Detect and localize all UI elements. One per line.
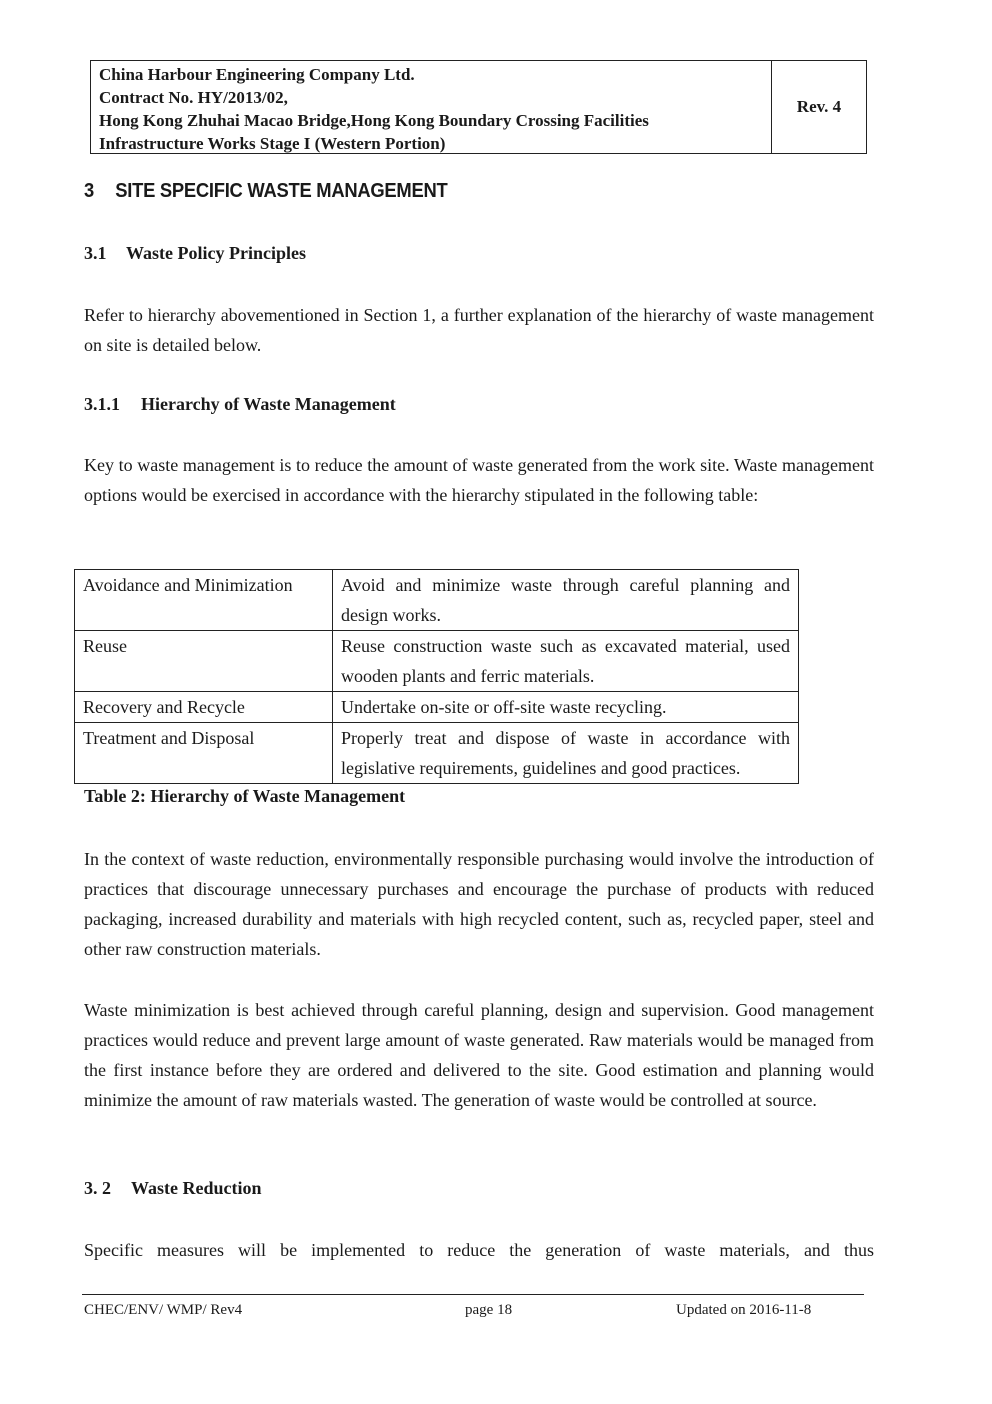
table-caption: Table 2: Hierarchy of Waste Management xyxy=(84,786,406,806)
subsection-number: 3.1 xyxy=(84,243,107,263)
waste-hierarchy-table xyxy=(74,569,799,784)
subsection-number: 3. 2 xyxy=(84,1178,111,1198)
subsection-heading-3-1-1 xyxy=(84,394,396,415)
paragraph-responsible-purchasing: In the context of waste reduction, environmentally responsible purchasing would involve the introduction of practices that discourage unnecessary purchases and encourage the purchase of products with reduced packaging, increased durability and materials with high recycled content, such as, recycled paper, steel and other raw construction materials. xyxy=(84,849,874,959)
paragraph-waste-minimization: Waste minimization is best achieved through careful planning, design and supervision. Good management practices would reduce and prevent large amount of waste generated. Raw materials would be managed from the first instance before they are ordered and delivered to the site. Good estimation and planning would minimize the amount of raw materials wasted. The generation of waste would be controlled at source. xyxy=(84,1000,874,1110)
table-cell-description: Undertake on-site or off-site waste recycling. xyxy=(333,692,799,723)
table-cell-option: Reuse xyxy=(75,631,333,692)
paragraph-waste-reduction: Specific measures will be implemented to reduce the generation of waste materials, and thus xyxy=(84,1240,874,1260)
table-row xyxy=(75,723,799,784)
table-cell-option: Treatment and Disposal xyxy=(75,723,333,784)
document-header xyxy=(90,60,867,154)
table-row xyxy=(75,631,799,692)
header-project-name: Hong Kong Zhuhai Macao Bridge,Hong Kong Boundary Crossing Facilities xyxy=(99,111,649,130)
table-cell-description: Properly treat and dispose of waste in accordance with legislative requirements, guidelines and good practices. xyxy=(333,723,799,784)
table-cell-description: Reuse construction waste such as excavated material, used wooden plants and ferric materials. xyxy=(333,631,799,692)
footer-document-reference: CHEC/ENV/ WMP/ Rev4 xyxy=(84,1302,243,1318)
table-cell-description: Avoid and minimize waste through careful planning and design works. xyxy=(333,570,799,631)
table-row xyxy=(75,692,799,723)
section-title: SITE SPECIFIC WASTE MANAGEMENT xyxy=(115,180,448,202)
subsection-title: Hierarchy of Waste Management xyxy=(141,394,396,414)
header-company-name: China Harbour Engineering Company Ltd. xyxy=(99,65,415,84)
subsection-number: 3.1.1 xyxy=(84,394,120,414)
footer-page-number: page 18 xyxy=(465,1302,513,1318)
header-company-info xyxy=(91,61,772,153)
subsection-heading-3-1 xyxy=(84,243,306,264)
section-number: 3 xyxy=(84,180,94,202)
footer-updated-date: Updated on 2016-11-8 xyxy=(676,1302,812,1318)
table-cell-option: Avoidance and Minimization xyxy=(75,570,333,631)
paragraph-hierarchy-intro: Key to waste management is to reduce the amount of waste generated from the work site. Waste management options would be exercised in accordance with the hierarchy stipulated in the following table: xyxy=(84,455,874,505)
section-heading xyxy=(84,180,447,203)
subsection-title: Waste Policy Principles xyxy=(126,243,306,263)
subsection-heading-3-2 xyxy=(84,1178,262,1199)
subsection-title: Waste Reduction xyxy=(131,1178,262,1198)
table-cell-option: Recovery and Recycle xyxy=(75,692,333,723)
footer-divider xyxy=(82,1294,864,1295)
header-contract-number: Contract No. HY/2013/02, xyxy=(99,88,288,107)
header-revision: Rev. 4 xyxy=(796,97,842,116)
header-works-stage: Infrastructure Works Stage I (Western Portion) xyxy=(99,134,446,153)
table-row xyxy=(75,570,799,631)
paragraph-policy-intro: Refer to hierarchy abovementioned in Section 1, a further explanation of the hierarchy of waste management on site is detailed below. xyxy=(84,305,874,355)
